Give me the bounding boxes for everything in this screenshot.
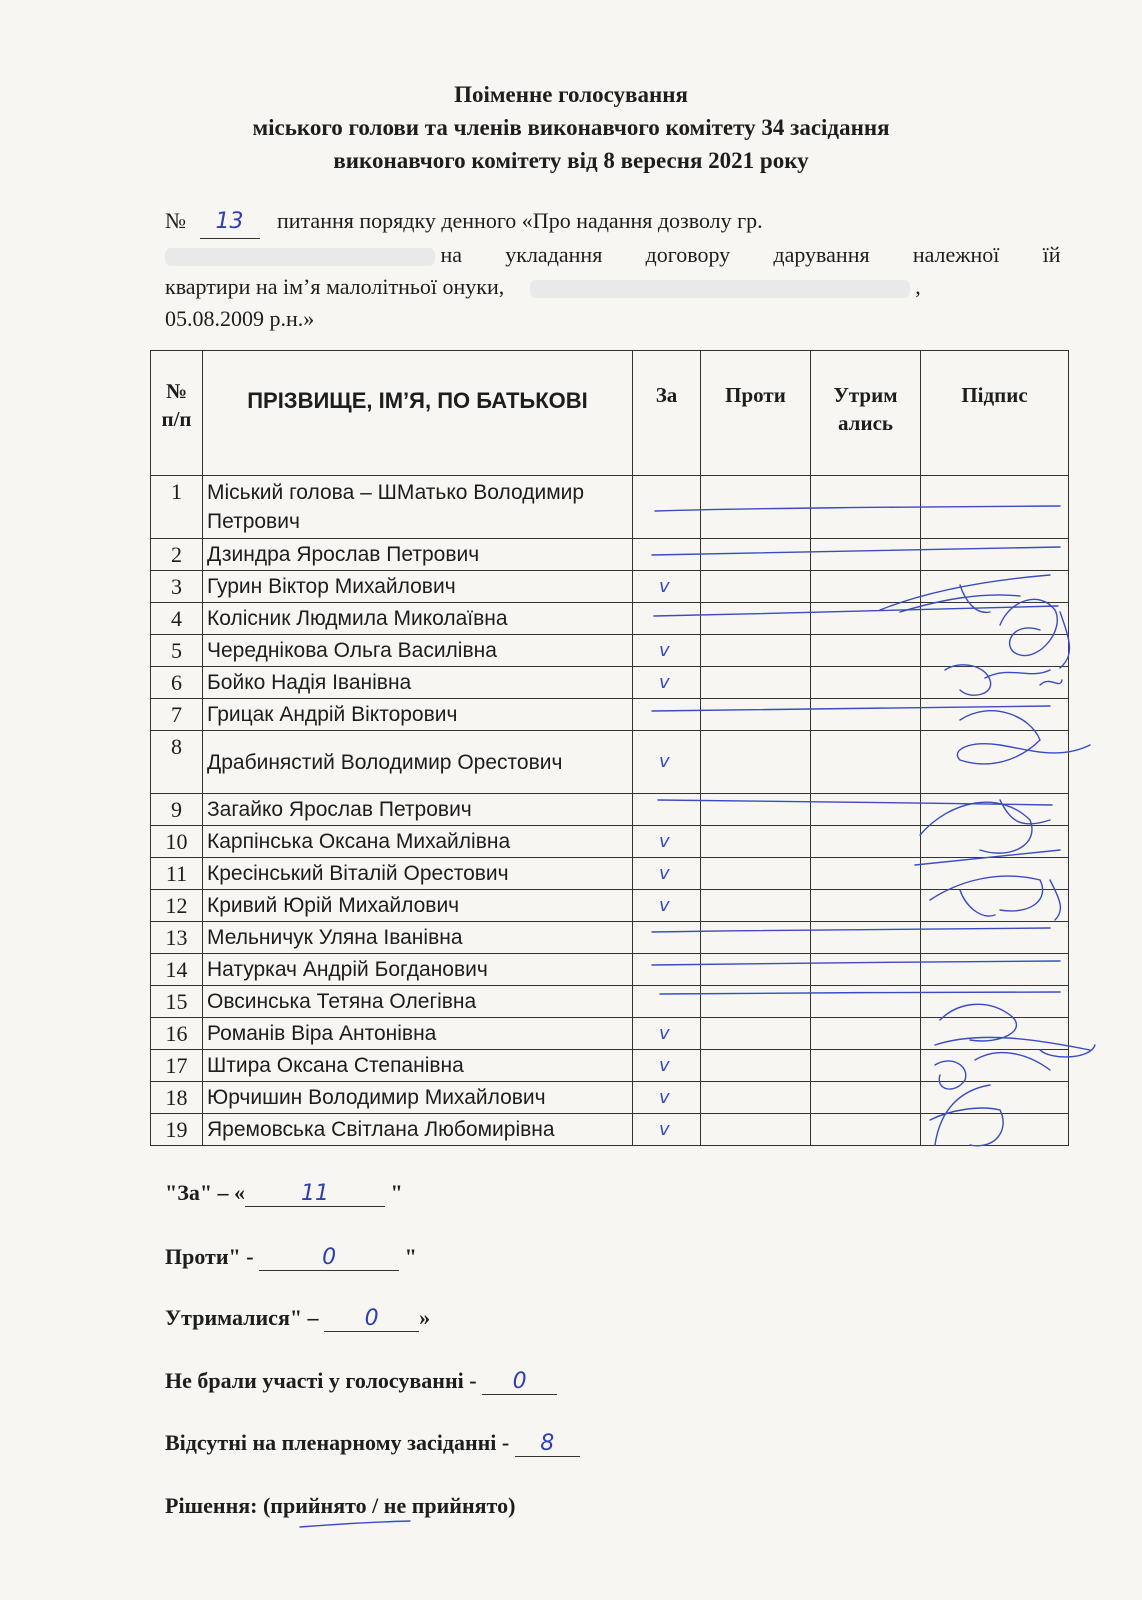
vote-against-cell (701, 731, 811, 794)
signature-cell (921, 986, 1069, 1018)
table-row (151, 699, 1069, 731)
signature-cell (921, 667, 1069, 699)
document-title (0, 78, 1142, 177)
vote-for-mark: v (633, 890, 701, 922)
member-name: Драбинястий Володимир Орестович (203, 731, 633, 794)
table-row (151, 603, 1069, 635)
table-row (151, 539, 1069, 571)
summary-abstained-value: 0 (324, 1306, 419, 1332)
vote-for-mark: v (633, 667, 701, 699)
agenda-line-3 (165, 271, 1070, 303)
vote-abstained-cell (811, 571, 921, 603)
vote-for-mark (633, 603, 701, 635)
agenda-line-1 (165, 205, 1070, 239)
agenda-text-3a: квартири на ім’я малолітньої онуки, (165, 274, 505, 299)
vote-against-cell (701, 858, 811, 890)
row-number: 13 (151, 922, 203, 954)
vote-against-cell (701, 476, 811, 539)
vote-abstained-cell (811, 858, 921, 890)
row-number: 16 (151, 1018, 203, 1050)
member-name: Грицак Андрій Вікторович (203, 699, 633, 731)
signature-cell (921, 794, 1069, 826)
vote-for-mark (633, 922, 701, 954)
summary-not-voted (165, 1368, 557, 1395)
table-row (151, 1018, 1069, 1050)
title-line-1: Поіменне голосування (454, 82, 688, 107)
vote-against-cell (701, 1114, 811, 1146)
vote-against-cell (701, 1018, 811, 1050)
vote-abstained-cell (811, 890, 921, 922)
vote-against-cell (701, 826, 811, 858)
table-row (151, 731, 1069, 794)
vote-for-mark: v (633, 1050, 701, 1082)
table-row (151, 826, 1069, 858)
vote-abstained-cell (811, 635, 921, 667)
row-number: 7 (151, 699, 203, 731)
item-number-label: № (165, 208, 186, 233)
row-number: 12 (151, 890, 203, 922)
member-name: Юрчишин Володимир Михайлович (203, 1082, 633, 1114)
summary-for-label: "За" – « (165, 1180, 246, 1205)
signature-cell (921, 922, 1069, 954)
vote-for-mark (633, 539, 701, 571)
member-name: Кресінський Віталій Орестович (203, 858, 633, 890)
header-abstained: Утрим ались (811, 351, 921, 476)
summary-against-label: Проти" - (165, 1244, 254, 1269)
agenda-text-3b: , (915, 274, 921, 299)
row-number: 10 (151, 826, 203, 858)
member-name: Штира Оксана Степанівна (203, 1050, 633, 1082)
vote-abstained-cell (811, 476, 921, 539)
agenda-text-1: питання порядку денного «Про надання дозволу гр. (277, 208, 763, 233)
vote-against-cell (701, 635, 811, 667)
row-number: 6 (151, 667, 203, 699)
vote-abstained-cell (811, 986, 921, 1018)
vote-for-mark: v (633, 635, 701, 667)
item-number-value: 13 (200, 206, 260, 239)
signature-cell (921, 1050, 1069, 1082)
member-name: Мельничук Уляна Іванівна (203, 922, 633, 954)
signature-cell (921, 954, 1069, 986)
row-number: 17 (151, 1050, 203, 1082)
table-row (151, 890, 1069, 922)
vote-for-mark: v (633, 858, 701, 890)
vote-abstained-cell (811, 603, 921, 635)
vote-against-cell (701, 986, 811, 1018)
row-number: 14 (151, 954, 203, 986)
vote-abstained-cell (811, 667, 921, 699)
header-against: Проти (701, 351, 811, 476)
member-name: Гурин Віктор Михайлович (203, 571, 633, 603)
table-row (151, 571, 1069, 603)
header-for: За (633, 351, 701, 476)
row-number: 11 (151, 858, 203, 890)
decision-underline (300, 1521, 410, 1527)
vote-for-mark (633, 986, 701, 1018)
row-number: 3 (151, 571, 203, 603)
member-name: Овсинська Тетяна Олегівна (203, 986, 633, 1018)
vote-abstained-cell (811, 954, 921, 986)
row-number: 8 (151, 731, 203, 794)
member-name: Романів Віра Антонівна (203, 1018, 633, 1050)
row-number: 2 (151, 539, 203, 571)
vote-against-cell (701, 954, 811, 986)
summary-abstained (165, 1305, 430, 1332)
table-row (151, 858, 1069, 890)
signature-cell (921, 731, 1069, 794)
vote-abstained-cell (811, 1050, 921, 1082)
vote-table (150, 350, 1069, 1146)
row-number: 9 (151, 794, 203, 826)
summary-for (165, 1180, 403, 1207)
vote-abstained-cell (811, 922, 921, 954)
vote-against-cell (701, 1082, 811, 1114)
member-name: Череднікова Ольга Василівна (203, 635, 633, 667)
summary-for-value: 11 (245, 1181, 385, 1207)
header-name: ПРІЗВИЩЕ, ІМ’Я, ПО БАТЬКОВІ (203, 351, 633, 476)
vote-for-mark (633, 954, 701, 986)
header-signature: Підпис (921, 351, 1069, 476)
agenda-item (165, 205, 1070, 335)
member-name: Загайко Ярослав Петрович (203, 794, 633, 826)
member-name: Бойко Надія Іванівна (203, 667, 633, 699)
redacted-name-2 (530, 280, 910, 298)
decision-line: Рішення: (прийнято / не прийнято) (165, 1493, 516, 1518)
vote-abstained-cell (811, 1082, 921, 1114)
summary-abstained-end: » (419, 1305, 431, 1330)
vote-for-mark: v (633, 826, 701, 858)
signature-cell (921, 1018, 1069, 1050)
table-row (151, 794, 1069, 826)
table-row (151, 635, 1069, 667)
member-name: Міський голова – ШМатько Володимир Петрович (203, 476, 633, 539)
signature-cell (921, 699, 1069, 731)
signature-cell (921, 603, 1069, 635)
vote-abstained-cell (811, 1018, 921, 1050)
vote-against-cell (701, 922, 811, 954)
vote-against-cell (701, 1050, 811, 1082)
vote-against-cell (701, 699, 811, 731)
vote-against-cell (701, 539, 811, 571)
title-line-3: виконавчого комітету від 8 вересня 2021 року (333, 148, 809, 173)
summary-absent-label: Відсутні на пленарному засіданні - (165, 1430, 510, 1455)
vote-abstained-cell (811, 731, 921, 794)
vote-abstained-cell (811, 826, 921, 858)
summary-abstained-label: Утрималися" – (165, 1305, 319, 1330)
vote-for-mark (633, 699, 701, 731)
summary-against-value: 0 (259, 1245, 399, 1271)
row-number: 4 (151, 603, 203, 635)
vote-against-cell (701, 890, 811, 922)
table-row (151, 667, 1069, 699)
table-row (151, 1114, 1069, 1146)
summary-not-voted-value: 0 (482, 1369, 557, 1395)
row-number: 1 (151, 476, 203, 539)
member-name: Яремовська Світлана Любомирівна (203, 1114, 633, 1146)
table-header-row (151, 351, 1069, 476)
vote-for-mark: v (633, 1114, 701, 1146)
signature-cell (921, 890, 1069, 922)
member-name: Карпінська Оксана Михайлівна (203, 826, 633, 858)
table-row (151, 476, 1069, 539)
summary-absent-value: 8 (515, 1431, 580, 1457)
signature-cell (921, 858, 1069, 890)
vote-abstained-cell (811, 1114, 921, 1146)
vote-abstained-cell (811, 699, 921, 731)
header-num: № п/п (151, 351, 203, 476)
table-row (151, 1082, 1069, 1114)
vote-abstained-cell (811, 539, 921, 571)
table-row (151, 1050, 1069, 1082)
table-row (151, 986, 1069, 1018)
summary-for-end: " (390, 1180, 403, 1205)
summary-against-end: " (404, 1244, 417, 1269)
row-number: 15 (151, 986, 203, 1018)
vote-against-cell (701, 571, 811, 603)
vote-against-cell (701, 667, 811, 699)
vote-abstained-cell (811, 794, 921, 826)
agenda-line-4: 05.08.2009 р.н.» (165, 306, 315, 331)
title-line-2: міського голови та членів виконавчого комітету 34 засідання (252, 115, 890, 140)
summary-not-voted-label: Не брали участі у голосуванні - (165, 1368, 477, 1393)
signature-cell (921, 635, 1069, 667)
signature-cell (921, 539, 1069, 571)
row-number: 5 (151, 635, 203, 667)
signature-cell (921, 1114, 1069, 1146)
table-row (151, 922, 1069, 954)
redacted-name-1 (165, 248, 435, 266)
vote-for-mark (633, 476, 701, 539)
vote-table-body (151, 476, 1069, 1146)
signature-cell (921, 571, 1069, 603)
agenda-text-2: на укладання договору дарування належної їй (440, 242, 1061, 267)
vote-against-cell (701, 603, 811, 635)
vote-for-mark (633, 794, 701, 826)
vote-for-mark: v (633, 1082, 701, 1114)
row-number: 18 (151, 1082, 203, 1114)
signature-cell (921, 826, 1069, 858)
member-name: Дзиндра Ярослав Петрович (203, 539, 633, 571)
member-name: Колісник Людмила Миколаївна (203, 603, 633, 635)
signature-cell (921, 1082, 1069, 1114)
member-name: Натуркач Андрій Богданович (203, 954, 633, 986)
vote-for-mark: v (633, 571, 701, 603)
agenda-line-2 (165, 239, 1070, 271)
member-name: Кривий Юрій Михайлович (203, 890, 633, 922)
summary-absent (165, 1430, 580, 1457)
row-number: 19 (151, 1114, 203, 1146)
vote-for-mark: v (633, 731, 701, 794)
signature-cell (921, 476, 1069, 539)
vote-for-mark: v (633, 1018, 701, 1050)
summary-against (165, 1244, 417, 1271)
table-row (151, 954, 1069, 986)
vote-against-cell (701, 794, 811, 826)
